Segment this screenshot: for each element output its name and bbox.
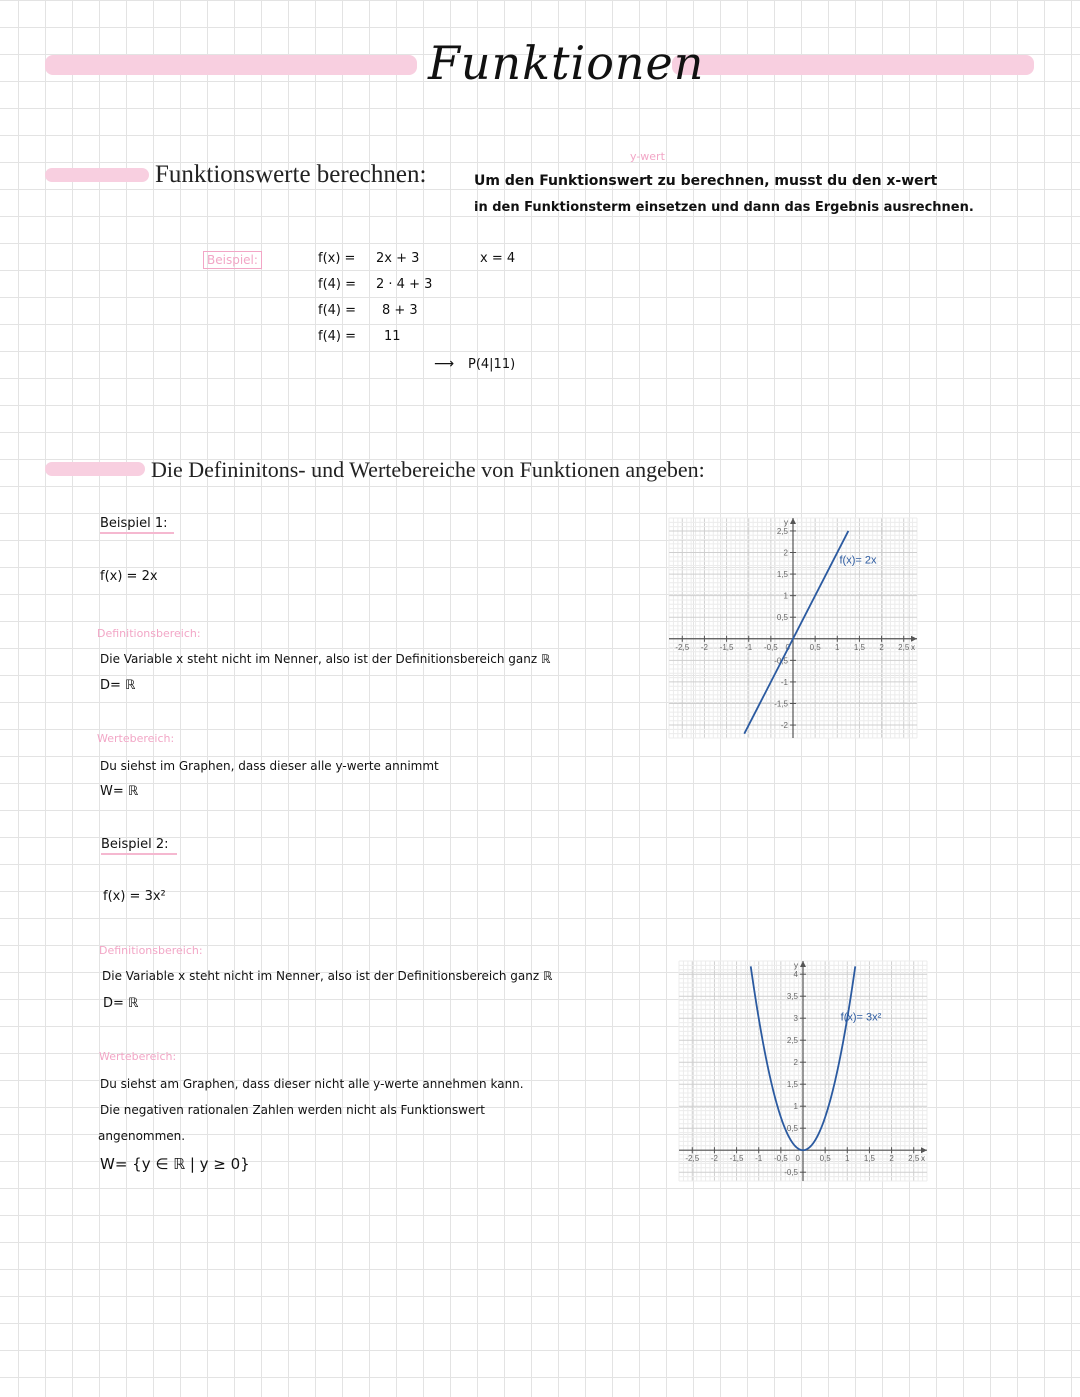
x-tick-label: -1 bbox=[745, 642, 753, 652]
x-value: x = 4 bbox=[480, 251, 516, 266]
y-tick-label: 3 bbox=[793, 1014, 798, 1024]
chart-parabola bbox=[673, 955, 933, 1187]
example2-range-text1: Du siehst am Graphen, dass dieser nicht alle y-werte annehmen kann. bbox=[100, 1077, 524, 1091]
y-tick-label: -2 bbox=[780, 721, 788, 731]
y-tick-label: 2,5 bbox=[776, 526, 788, 536]
example1-def-text: Die Variable x steht nicht im Nenner, also ist der Definitionsbereich ganz ℝ bbox=[100, 652, 551, 666]
step-lhs: f(4) = bbox=[318, 277, 357, 292]
origin-label: 0 bbox=[785, 642, 790, 652]
example1-function: f(x) = 2x bbox=[100, 569, 158, 584]
y-tick-label: -0,5 bbox=[774, 656, 788, 666]
y-axis-arrow bbox=[800, 961, 806, 967]
x-tick-label: 2,5 bbox=[908, 1154, 920, 1164]
example2-label: Beispiel 2: bbox=[101, 837, 177, 855]
section1-heading: Funktionswerte berechnen: bbox=[155, 161, 427, 188]
title-bar-left bbox=[45, 55, 417, 75]
calculation-steps bbox=[318, 251, 432, 355]
series-label: f(x)= 3x² bbox=[840, 1011, 882, 1024]
x-tick-label: -0,5 bbox=[773, 1154, 788, 1164]
y-tick-label: 0,5 bbox=[786, 1124, 798, 1134]
step-lhs: f(4) = bbox=[318, 303, 357, 318]
example2-range-result: W= {y ∈ ℝ | y ≥ 0} bbox=[100, 1155, 250, 1173]
y-axis-arrow bbox=[790, 518, 796, 524]
example2-range-label: Wertebereich: bbox=[99, 1050, 177, 1063]
example2-range-text3: angenommen. bbox=[98, 1129, 186, 1143]
x-tick-label: -1,5 bbox=[719, 642, 734, 652]
example2-def-label: Definitionsbereich: bbox=[99, 944, 203, 957]
x-axis-label: x bbox=[921, 1154, 925, 1164]
example1-range-text: Du siehst im Graphen, dass dieser alle y-werte annimmt bbox=[100, 759, 439, 773]
x-tick-label: 1 bbox=[845, 1154, 850, 1164]
chart-linear bbox=[663, 512, 923, 744]
explanation-line-2: in den Funktionsterm einsetzen und dann das Ergebnis ausrechnen. bbox=[474, 200, 974, 215]
x-axis-arrow bbox=[911, 636, 917, 642]
x-axis-label: x bbox=[911, 642, 915, 652]
step-lhs: f(4) = bbox=[318, 329, 357, 344]
step-rhs: 11 bbox=[384, 329, 401, 344]
x-tick-label: 2 bbox=[889, 1154, 894, 1164]
y-tick-label: 1 bbox=[783, 591, 788, 601]
x-tick-label: 0,5 bbox=[819, 1154, 831, 1164]
x-tick-label: -0,5 bbox=[763, 642, 778, 652]
example2-range-text2: Die negativen rationalen Zahlen werden nicht als Funktionswert bbox=[100, 1103, 485, 1117]
series-label: f(x)= 2x bbox=[839, 554, 877, 567]
y-axis-label: y bbox=[794, 961, 798, 970]
example1-label: Beispiel 1: bbox=[100, 516, 174, 534]
step-row bbox=[318, 277, 432, 303]
x-tick-label: 0,5 bbox=[809, 642, 821, 652]
example1-def-result: D= ℝ bbox=[100, 678, 136, 693]
x-tick-label: -2 bbox=[700, 642, 708, 652]
example1-range-result: W= ℝ bbox=[100, 784, 139, 799]
y-tick-label: 0,5 bbox=[776, 613, 788, 623]
y-tick-label: -0,5 bbox=[784, 1168, 798, 1178]
example2-def-text: Die Variable x steht nicht im Nenner, also ist der Definitionsbereich ganz ℝ bbox=[102, 969, 553, 983]
y-tick-label: 2 bbox=[783, 548, 788, 558]
step-row bbox=[318, 329, 432, 355]
x-tick-label: 1 bbox=[835, 642, 840, 652]
y-tick-label: 4 bbox=[793, 970, 798, 980]
result-arrow: ⟶ bbox=[434, 356, 455, 372]
origin-label: 0 bbox=[795, 1154, 800, 1164]
step-rhs: 2 · 4 + 3 bbox=[376, 277, 433, 292]
x-tick-label: -1,5 bbox=[729, 1154, 744, 1164]
y-tick-label: 1 bbox=[793, 1102, 798, 1112]
y-tick-label: 3,5 bbox=[786, 992, 798, 1002]
result-point: P(4|11) bbox=[468, 357, 516, 372]
section2-heading: Die Defininitons- und Wertebereiche von Funktionen angeben: bbox=[151, 457, 705, 482]
example1-def-label: Definitionsbereich: bbox=[97, 627, 201, 640]
x-tick-label: -2 bbox=[710, 1154, 718, 1164]
x-axis-arrow bbox=[921, 1147, 927, 1153]
y-tick-label: 2,5 bbox=[786, 1036, 798, 1046]
step-row bbox=[318, 303, 432, 329]
step-lhs: f(x) = bbox=[318, 251, 356, 266]
example2-def-result: D= ℝ bbox=[103, 996, 139, 1011]
y-tick-label: 1,5 bbox=[786, 1080, 798, 1090]
y-axis-label: y bbox=[784, 518, 788, 527]
x-tick-label: 2,5 bbox=[898, 642, 910, 652]
x-tick-label: -2,5 bbox=[675, 642, 690, 652]
y-tick-label: -1,5 bbox=[774, 699, 788, 709]
y-tick-label: -1 bbox=[780, 677, 788, 687]
section1-bar bbox=[45, 168, 149, 182]
x-tick-label: -2,5 bbox=[685, 1154, 700, 1164]
section2-bar bbox=[45, 462, 145, 476]
title-bar-right bbox=[672, 55, 1034, 75]
page-title: Funktionen bbox=[428, 36, 705, 90]
ywert-annotation: y-wert bbox=[630, 150, 665, 163]
x-tick-label: 2 bbox=[879, 642, 884, 652]
explanation-line-1: Um den Funktionswert zu berechnen, musst du den x-wert bbox=[474, 173, 938, 189]
example1-range-label: Wertebereich: bbox=[97, 732, 175, 745]
step-rhs: 2x + 3 bbox=[376, 251, 420, 266]
y-tick-label: 2 bbox=[793, 1058, 798, 1068]
x-tick-label: -1 bbox=[755, 1154, 763, 1164]
step-rhs: 8 + 3 bbox=[382, 303, 418, 318]
step-row bbox=[318, 251, 432, 277]
example-label: Beispiel: bbox=[203, 251, 262, 269]
x-tick-label: 1,5 bbox=[863, 1154, 875, 1164]
example2-function: f(x) = 3x² bbox=[103, 889, 166, 904]
x-tick-label: 1,5 bbox=[853, 642, 865, 652]
y-tick-label: 1,5 bbox=[776, 570, 788, 580]
